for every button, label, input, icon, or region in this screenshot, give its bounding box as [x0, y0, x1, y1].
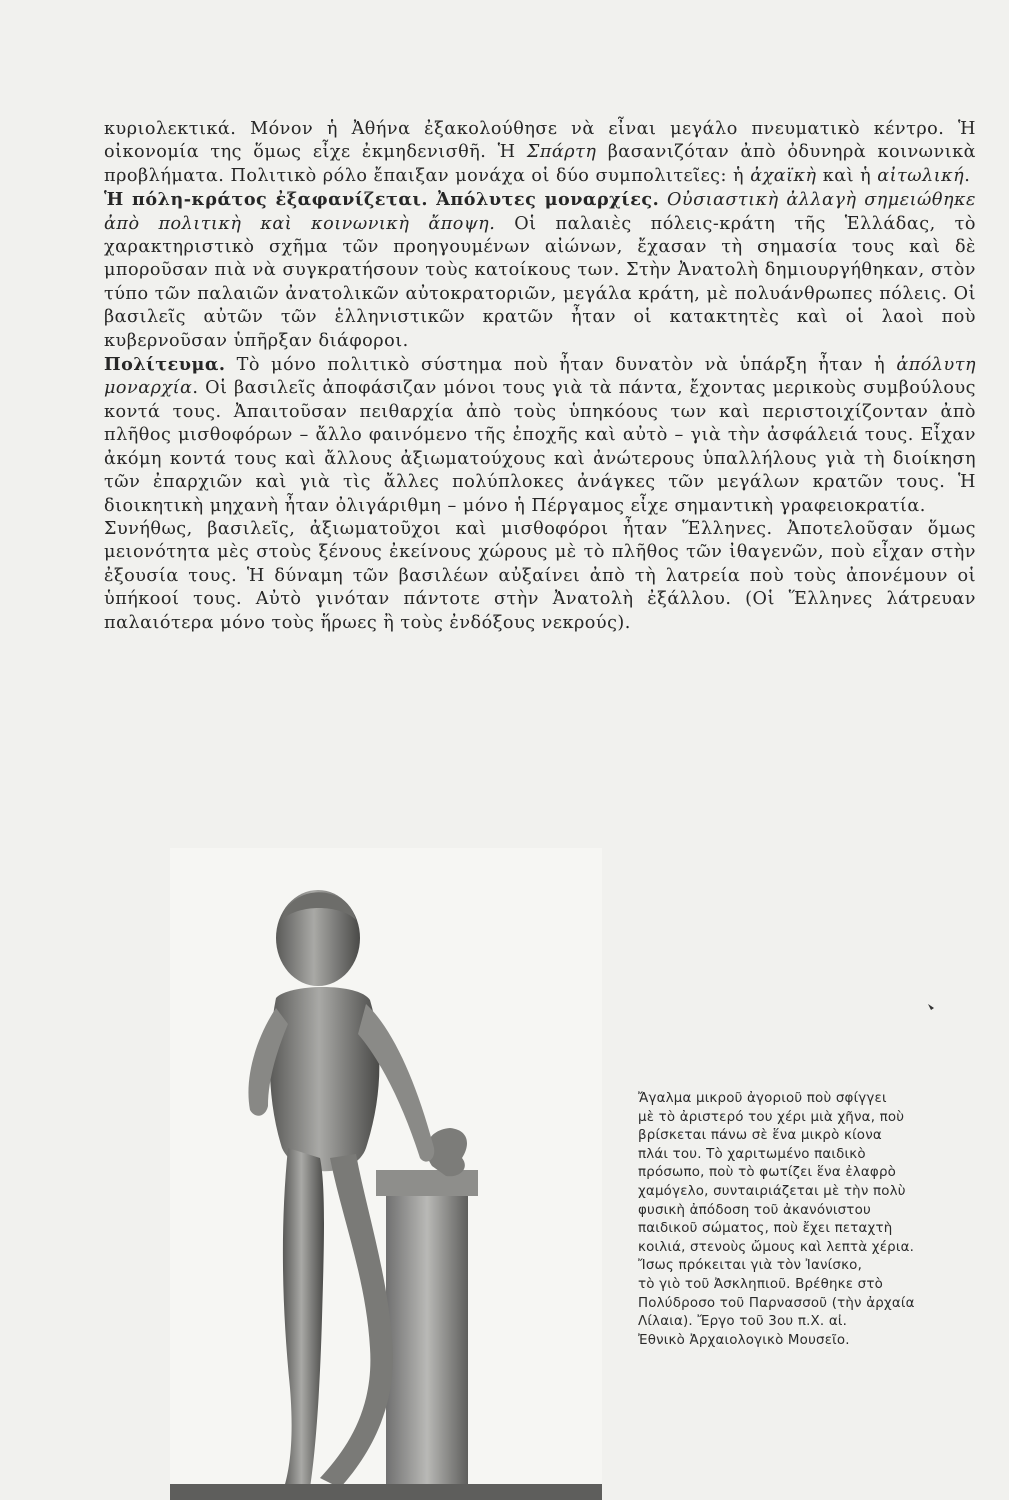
caption-line: Ἄγαλμα μικροῦ ἀγοριοῦ ποὺ σφίγγει [638, 1091, 887, 1106]
term-absolute-monarchy: ἀπόλυτη μοναρχία [104, 355, 976, 399]
caption-line: Ἐθνικὸ Ἀρχαιολογικὸ Μουσεῖο. [638, 1332, 850, 1348]
caption-line: φυσικὴ ἀπόδοση τοῦ ἀκανόνιστου [638, 1202, 871, 1218]
caption-line: Ἴσως πρόκειται γιὰ τὸν Ἰανίσκο, [638, 1258, 863, 1274]
paragraph-intro: κυριολεκτικά. Μόνον ἡ Ἀθήνα ἐξακολούθησε νὰ εἶναι μεγάλο πνευματικὸ κέντρο. Ἡ οἰκονομία της ὅμως εἶχε ἐκμηδενισθῆ. Ἡ Σπάρτη βασανιζόταν ἀπὸ ὀδυνηρὰ κοινωνικὰ προβλήματα. Πολιτικὸ ρόλο ἔπαιξαν μονάχα οἱ δύο συμπολιτεῖες: ἡ ἀχαϊκὴ καὶ ἡ αἰτωλική. [104, 119, 976, 186]
caption-line: βρίσκεται πάνω σὲ ἕνα μικρὸ κίονα [638, 1128, 882, 1144]
term-aetolian: αἰτωλική [877, 165, 965, 186]
statue-image [170, 848, 602, 1500]
caption-line: Πολύδροσο τοῦ Παρνασσοῦ (τὴν ἀρχαία [638, 1295, 915, 1311]
column-shaft [386, 1188, 468, 1500]
photo-caption [638, 1090, 974, 1350]
caption-line: κοιλιά, στενοὺς ὤμους καὶ λεπτὰ χέρια. [638, 1239, 915, 1255]
section-heading-government: Πολίτευμα. [104, 354, 226, 376]
column-capital [376, 1170, 478, 1196]
section-lead-city-state: Οὐσιαστικὴ ἀλλαγὴ σημειώθηκε ἀπὸ πολιτικὴ καὶ κοινωνικὴ ἄποψη. [104, 190, 976, 234]
caption-line: Λίλαια). Ἔργο τοῦ 3ου π.Χ. αἰ. [638, 1314, 848, 1330]
caption-line: τὸ γιὸ τοῦ Ἀσκληπιοῦ. Βρέθηκε στὸ [638, 1276, 884, 1292]
statue-photo [170, 848, 602, 1500]
caption-line: χαμόγελο, συνταιριάζεται μὲ τὴν πολὺ [638, 1183, 906, 1199]
statue-torso [270, 987, 380, 1171]
section-heading-city-state: Ἡ πόλη-κράτος ἐξαφανίζεται. Ἀπόλυτες μοναρχίες. [104, 189, 660, 211]
caption-line: πλάι του. Τὸ χαριτωμένο παιδικὸ [638, 1146, 866, 1162]
ink-speck [928, 1004, 934, 1010]
paragraph-government: Πολίτευμα. Τὸ μόνο πολιτικὸ σύστημα ποὺ ἦταν δυνατὸν νὰ ὑπάρξη ἦταν ἡ ἀπόλυτη μοναρχία. Οἱ βασιλεῖς ἀποφάσιζαν μόνοι τους γιὰ τὰ πάντα, ἔχοντας μερικοὺς συμβούλους κοντά τους. Ἀπαιτοῦσαν πειθαρχία ἀπὸ τοὺς ὑπηκόους των καὶ περιστοιχίζονταν ἀπὸ πλῆθος μισθοφόρων – ἄλλο φαινόμενο τῆς ἐποχῆς καὶ αὐτὸ – γιὰ τὴν ἀσφάλειά τους. Εἶχαν ἀκόμη κοντά τους καὶ ἄλλους ἀξιωματούχους καὶ ἀνώτερους ὑπαλλήλους γιὰ τὴ διοίκηση τῶν ἐπαρχιῶν καὶ γιὰ τὶς ἄλλες πολύπλοκες ἀνάγκες τῶν μεγάλων κρατῶν τους. Ἡ διοικητικὴ μηχανὴ ἦταν ὀλιγάριθμη – μόνο ἡ Πέργαμος εἶχε σημαντικὴ γραφειοκρατία. [104, 354, 976, 516]
article-body [104, 118, 976, 635]
term-sparta: Σπάρτη [526, 142, 597, 163]
caption-line: παιδικοῦ σώματος, ποὺ ἔχει πεταχτὴ [638, 1221, 893, 1237]
caption-line: πρόσωπο, ποὺ τὸ φωτίζει ἕνα ἐλαφρὸ [638, 1165, 897, 1181]
caption-line: μὲ τὸ ἀριστερό του χέρι μιὰ χῆνα, ποὺ [638, 1109, 905, 1125]
term-achaean: ἀχαϊκὴ [750, 165, 817, 186]
paragraph-city-state: Ἡ πόλη-κράτος ἐξαφανίζεται. Ἀπόλυτες μοναρχίες. Οὐσιαστικὴ ἀλλαγὴ σημειώθηκε ἀπὸ πολιτικὴ καὶ κοινωνικὴ ἄποψη. Οἱ παλαιὲς πόλεις-κράτη τῆς Ἑλλάδας, τὸ χαρακτηριστικὸ σχῆμα τῶν προηγουμένων αἰώνων, ἔχασαν τὴ σημασία τους καὶ δὲ μποροῦσαν πιὰ νὰ συγκρατήσουν τοὺς κατοίκους των. Στὴν Ἀνατολὴ δημιουργήθηκαν, στὸν τύπο τῶν παλαιῶν ἀνατολικῶν αὐτοκρατοριῶν, μεγάλα κράτη, μὲ πολυάνθρωπες πόλεις. Οἱ βασιλεῖς αὐτῶν τῶν ἑλληνιστικῶν κρατῶν ἦταν οἱ κατακτητὲς καὶ οἱ λαοὶ ποὺ κυβερνοῦσαν ὑπῆρξαν διάφοροι. [104, 189, 976, 351]
statue-base [170, 1484, 602, 1500]
paragraph-rulers: Συνήθως, βασιλεῖς, ἀξιωματοῦχοι καὶ μισθοφόροι ἦταν Ἕλληνες. Ἀποτελοῦσαν ὅμως μειονότητα μὲς στοὺς ξένους ἐκείνους χώρους μὲ τὸ πλῆθος τῶν ἰθαγενῶν, ποὺ εἶχαν στὴν ἐξουσία τους. Ἡ δύναμη τῶν βασιλέων αὐξαίνει ἀπὸ τὴ λατρεία ποὺ τοὺς ἀπονέμουν οἱ ὑπήκοοί τους. Αὐτὸ γινόταν πάντοτε στὴν Ἀνατολὴ ἐξάλλου. (Οἱ Ἕλληνες λάτρευαν παλαιότερα μόνο τοὺς ἥρωες ἢ τοὺς ἐνδόξους νεκρούς). [104, 518, 976, 633]
